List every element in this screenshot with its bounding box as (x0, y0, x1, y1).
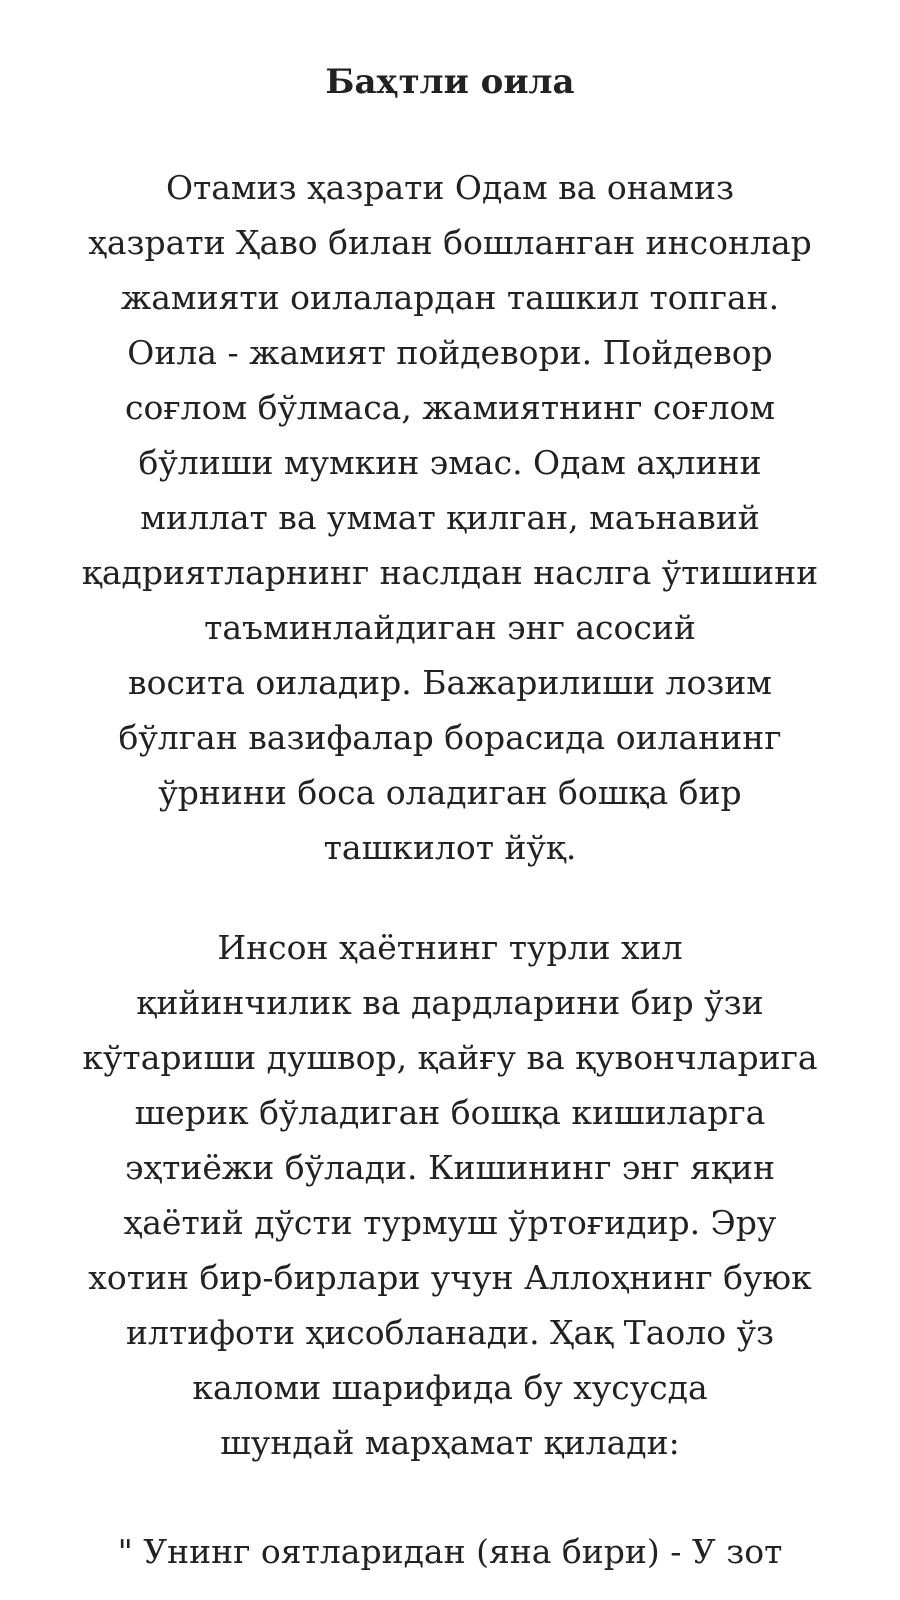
article-title: Баҳтли оила (325, 62, 575, 102)
paragraph-line: Инсон ҳаётнинг турли хил (217, 928, 683, 967)
paragraph-family-foundation (48, 160, 852, 875)
paragraph-line: шундай марҳамат қилади: (220, 1423, 680, 1462)
paragraph-line: бўлган вазифалар борасида оиланинг (118, 718, 782, 757)
paragraph-line: қийинчилик ва дардларини бир ўзи (136, 983, 764, 1022)
paragraph-quote-start (48, 1524, 852, 1579)
paragraph-line: бўлиши мумкин эмас. Одам аҳлини (138, 443, 762, 482)
paragraph-line: миллат ва уммат қилган, маънавий (140, 498, 760, 537)
paragraph-line: соғлом бўлмаса, жамиятнинг соғлом (125, 388, 775, 427)
paragraph-line: " Унинг оятларидан (яна бири) - У зот (117, 1532, 783, 1571)
paragraph-line: ташкилот йўқ. (323, 828, 577, 867)
paragraph-line: Отамиз ҳазрати Одам ва онамиз (165, 168, 735, 207)
paragraph-line: кўтариши душвор, қайғу ва қувончларига (82, 1038, 818, 1077)
paragraph-line: таъминлайдиган энг асосий (204, 608, 696, 647)
paragraph-line: ҳаётий дўсти турмуш ўртоғидир. Эру (123, 1203, 777, 1242)
paragraph-life-companion (48, 920, 852, 1470)
paragraph-line: каломи шарифида бу хусусда (192, 1368, 708, 1407)
paragraph-line: восита оиладир. Бажарилиши лозим (128, 663, 772, 702)
paragraph-line: жамияти оилалардан ташкил топган. (120, 278, 780, 317)
paragraph-line: ўрнини боса оладиган бошқа бир (158, 773, 742, 812)
paragraph-line: ҳазрати Ҳаво билан бошланган инсонлар (88, 223, 812, 262)
paragraph-line: эҳтиёжи бўлади. Кишининг энг яқин (125, 1148, 775, 1187)
paragraph-line: қадриятларнинг наслдан наслга ўтишини (81, 553, 819, 592)
paragraph-line: шерик бўладиган бошқа кишиларга (134, 1093, 766, 1132)
paragraph-line: Оила - жамият пойдевори. Пойдевор (127, 333, 773, 372)
paragraph-line: хотин бир-бирлари учун Аллоҳнинг буюк (88, 1258, 812, 1297)
paragraph-line: илтифоти ҳисобланади. Ҳақ Таоло ўз (125, 1313, 774, 1352)
